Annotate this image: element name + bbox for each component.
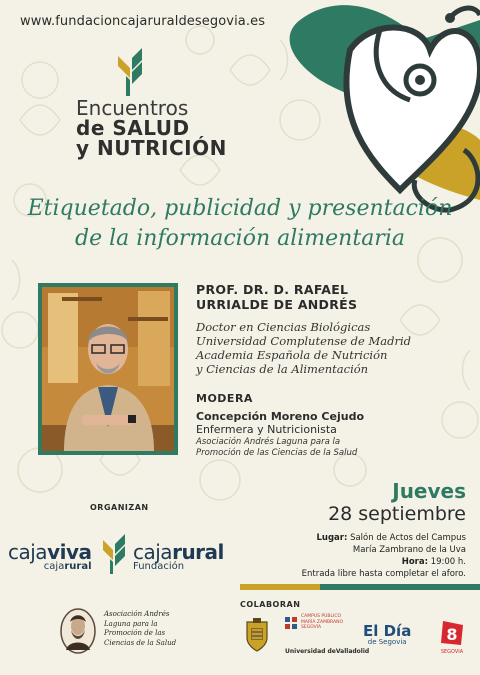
place-label: Lugar: <box>316 533 348 543</box>
la8-number: 8 <box>446 625 458 644</box>
heart-stethoscope-graphic <box>280 0 480 220</box>
series-title-line2: de SALUD <box>76 116 190 140</box>
assoc-line1: Asociación Andrés <box>104 610 170 618</box>
speaker-photo-frame <box>38 283 178 455</box>
assoc-line2: Laguna para la <box>104 619 158 628</box>
event-date-text: 28 septiembre <box>328 503 466 525</box>
cajarural-a: caja <box>133 540 173 564</box>
segovia-crest-icon <box>244 618 270 652</box>
uva-campus-logo <box>285 614 370 655</box>
el-dia-de-segovia-logo <box>363 622 411 646</box>
moderator-label: MODERA <box>196 392 253 405</box>
event-place-line1 <box>226 532 466 544</box>
talk-title-line1: Etiquetado, publicidad y presentación <box>27 196 453 221</box>
speaker-credentials <box>196 320 476 376</box>
assoc-line3: Promoción de las <box>104 629 166 637</box>
speaker-credential: Doctor en Ciencias Biológicas <box>196 320 371 334</box>
cajarural-sub: Fundación <box>133 561 185 572</box>
moderator-name: Concepción Moreno Cejudo <box>196 410 364 423</box>
talk-title <box>0 194 480 254</box>
series-title-line3: y NUTRICIÓN <box>76 136 227 160</box>
cajaviva-sub-b: rural <box>64 561 92 572</box>
cajarural-b: rural <box>172 540 224 564</box>
eldia-sub: de Segovia <box>367 638 407 646</box>
footer-bar-accent <box>240 584 320 590</box>
event-entry: Entrada libre hasta completar el aforo. <box>301 569 466 579</box>
time-value: 19:00 h. <box>430 557 466 567</box>
place-value-line1: Salón de Actos del Campus <box>350 533 466 543</box>
cajaviva-a: caja <box>8 540 48 564</box>
event-place <box>226 532 466 580</box>
speaker-credential: Academia Española de Nutrición <box>196 348 388 362</box>
uva-small-line1: CAMPUS PÚBLICO <box>301 614 342 619</box>
cajaviva-logo <box>8 540 92 572</box>
moderator-role: Enfermera y Nutricionista <box>196 423 337 436</box>
moderator-association <box>196 437 476 459</box>
assoc-line4: Ciencias de la Salud <box>104 638 177 647</box>
cajaviva-sub-a: caja <box>43 561 65 572</box>
time-label: Hora: <box>401 557 428 567</box>
uva-name: Universidad deValladolid <box>285 648 370 655</box>
series-title <box>76 98 227 158</box>
uva-small-line3: SEGOVIA <box>301 625 322 630</box>
collaborators-label: COLABORAN <box>240 600 301 609</box>
series-title-line1: Encuentros <box>76 96 189 120</box>
event-date <box>328 480 466 526</box>
la8-text: SEGOVIA <box>440 649 464 655</box>
speaker-photo <box>42 287 174 451</box>
la8-segovia-logo <box>437 619 467 655</box>
campus-grid-icon <box>285 617 297 629</box>
organizers-label: ORGANIZAN <box>90 503 149 512</box>
speaker-info <box>196 282 476 376</box>
moderator-assoc-line2: Promoción de las Ciencias de la Salud <box>196 448 358 458</box>
uva-small-line2: MARÍA ZAMBRANO <box>301 619 343 625</box>
speaker-credential: y Ciencias de la Alimentación <box>196 362 369 376</box>
talk-title-line2: de la información alimentaria <box>75 226 405 251</box>
cajaviva-b: viva <box>47 540 92 564</box>
event-time <box>226 556 466 568</box>
moderator-assoc-line1: Asociación Andrés Laguna para la <box>196 437 341 447</box>
eldia-main: El Día <box>363 622 412 640</box>
andres-laguna-association <box>104 610 196 648</box>
andres-laguna-portrait <box>60 608 96 654</box>
event-day: Jueves <box>392 479 466 503</box>
cajarural-logo-mark <box>103 534 127 574</box>
speaker-name-line2: URRIALDE DE ANDRÉS <box>196 297 358 312</box>
moderator-info <box>196 392 476 459</box>
speaker-credential: Universidad Complutense de Madrid <box>196 334 412 348</box>
encuentros-logo-mark <box>118 48 146 96</box>
place-value-line2: María Zambrano de la Uva <box>352 545 466 555</box>
cajarural-fundacion-logo <box>133 540 224 572</box>
website-url: www.fundacioncajaruraldesegovia.es <box>20 14 266 29</box>
speaker-name-line1: PROF. DR. D. RAFAEL <box>196 282 349 297</box>
